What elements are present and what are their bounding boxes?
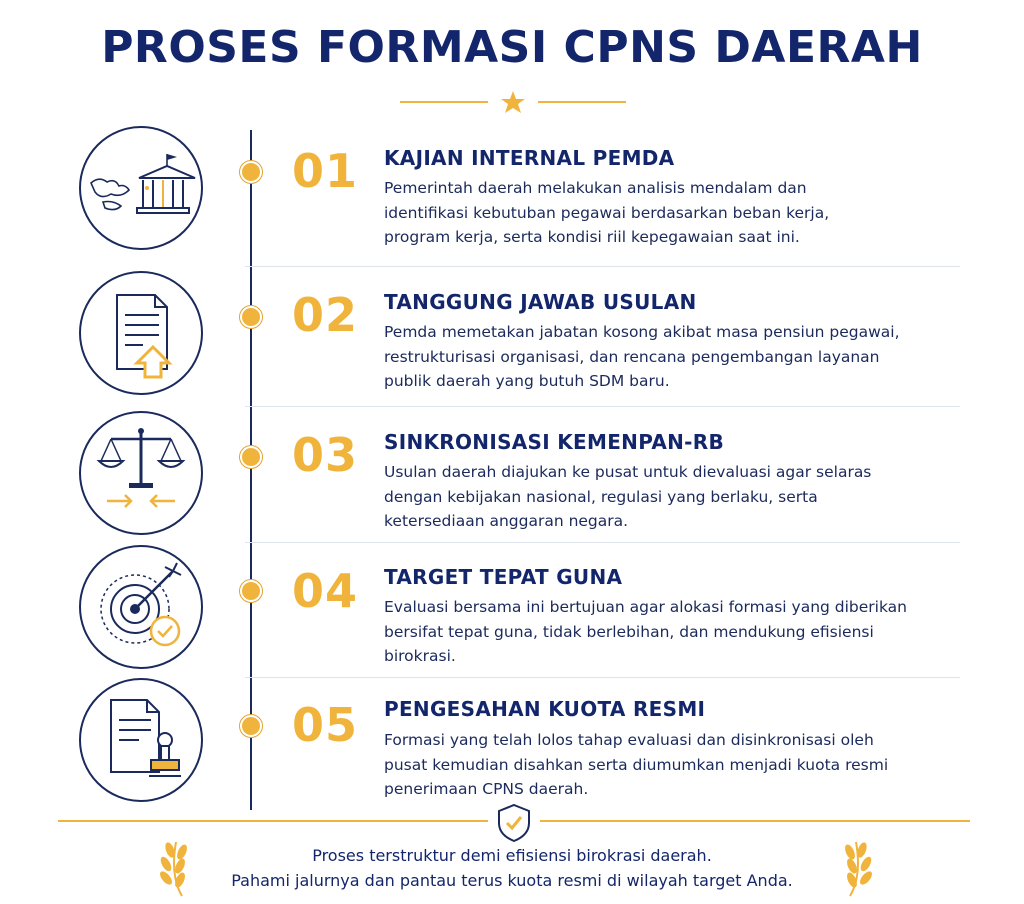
step-number: 04 [292,564,359,618]
desc-line: Evaluasi bersama ini bertujuan agar alokasi formasi yang diberikan [384,598,908,616]
shield-check-icon [496,803,532,843]
desc-line: Formasi yang telah lolos tahap evaluasi dan disinkronisasi oleh [384,731,874,749]
desc-line: Pemerintah daerah melakukan analisis mendalam dan [384,179,807,197]
desc-line: dengan kebijakan nasional, regulasi yang berlaku, serta [384,487,818,506]
timeline-dot [240,306,262,328]
timeline-line [250,130,252,810]
step-description [384,595,944,669]
step-description [384,320,944,394]
document-upload-icon [79,271,203,395]
step-divider [245,677,960,678]
step-number: 03 [292,428,359,482]
step-number: 01 [292,144,359,198]
step-divider [245,266,960,267]
desc-line: publik daerah yang butuh SDM baru. [384,372,670,390]
desc-line: pusat kemudian disahkan serta diumumkan menjadi kuota resmi [384,755,889,774]
step-title: TARGET TEPAT GUNA [384,565,623,589]
step-title: KAJIAN INTERNAL PEMDA [384,146,675,170]
desc-line: Pemda memetakan jabatan kosong akibat masa pensiun pegawai, [384,323,900,341]
footer-line-1: Proses terstruktur demi efisiensi birokrasi daerah. [312,846,712,865]
desc-line: Usulan daerah diajukan ke pusat untuk dievaluasi agar selaras [384,463,872,481]
desc-line: bersifat tepat guna, tidak berlebihan, dan mendukung efisiensi [384,622,874,641]
desc-line: program kerja, serta kondisi riil kepegawaian saat ini. [384,228,800,246]
desc-line: birokrasi. [384,647,456,665]
step-description [384,460,944,534]
desc-line: identifikasi kebutuban pegawai berdasarkan beban kerja, [384,203,830,222]
step-number: 05 [292,698,359,752]
timeline-dot [240,446,262,468]
desc-line: ketersediaan anggaran negara. [384,512,629,530]
step-description [384,176,944,250]
page-title: PROSES FORMASI CPNS DAERAH [101,22,923,73]
star-icon [501,91,525,113]
step-title: SINKRONISASI KEMENPAN-RB [384,430,725,454]
desc-line: restrukturisasi organisasi, dan rencana pengembangan layanan [384,347,880,366]
timeline-dot [240,580,262,602]
footer-divider-left [58,820,488,822]
step-divider [245,406,960,407]
timeline-dot [240,161,262,183]
timeline-dot [240,715,262,737]
document-stamp-icon [79,678,203,802]
balance-scale-icon [79,411,203,535]
step-description [384,728,944,802]
footer-divider-right [540,820,970,822]
title-star-divider [400,88,626,118]
step-number: 02 [292,288,359,342]
step-title: TANGGUNG JAWAB USULAN [384,290,697,314]
footer-line-2: Pahami jalurnya dan pantau terus kuota resmi di wilayah target Anda. [231,871,793,890]
target-check-icon [79,545,203,669]
desc-line: penerimaan CPNS daerah. [384,780,589,798]
step-title: PENGESAHAN KUOTA RESMI [384,697,706,721]
step-divider [245,542,960,543]
government-building-map-icon [79,126,203,250]
